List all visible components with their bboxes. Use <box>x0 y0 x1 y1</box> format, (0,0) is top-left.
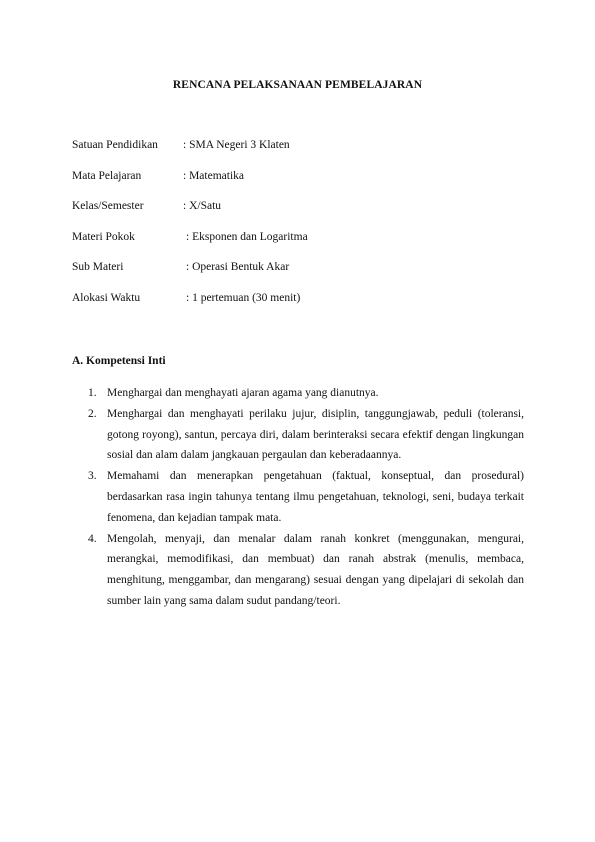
section-heading-kompetensi-inti: A. Kompetensi Inti <box>72 355 166 367</box>
list-item-number: 1. <box>88 387 97 399</box>
list-item <box>88 404 524 466</box>
identity-value: : Matematika <box>183 170 244 182</box>
identity-value: : Eksponen dan Logaritma <box>186 231 308 243</box>
identity-value: : SMA Negeri 3 Klaten <box>183 139 290 151</box>
identity-label: Alokasi Waktu <box>72 292 141 304</box>
identity-label: Sub Materi <box>72 261 124 273</box>
list-item-number: 2. <box>88 407 97 420</box>
list-item <box>88 466 524 528</box>
list-item-number: 3. <box>88 470 97 483</box>
identity-label: Satuan Pendidikan <box>72 139 158 151</box>
list-item <box>88 529 524 612</box>
list-item-text: Mengolah, menyaji, dan menalar dalam ranah konkret (menggunakan, mengurai, merangkai, memodifikasi, dan membuat) dan ranah abstrak (menulis, membaca, menghitung, menggambar, dan mengarang) sesuai dengan yang dipelajari di sekolah dan sumber lain yang sama dalam sudut pandang/teori. <box>107 532 524 607</box>
list-item-text: Menghargai dan menghayati ajaran agama yang dianutnya. <box>107 387 379 399</box>
list-item-text: Memahami dan menerapkan pengetahuan (faktual, konseptual, dan prosedural) berdasarkan rasa ingin tahunya tentang ilmu pengetahuan, teknologi, seni, budaya terkait fenomena, dan kejadian tampak mata. <box>107 470 524 524</box>
identity-label: Mata Pelajaran <box>72 170 142 182</box>
identity-label: Materi Pokok <box>72 231 135 243</box>
identity-value: : X/Satu <box>183 200 222 212</box>
list-item-text: Menghargai dan menghayati perilaku jujur, disiplin, tanggungjawab, peduli (toleransi, gotong royong), santun, percaya diri, dalam berinteraksi secara efektif dengan lingkungan sosial dan alam dalam jangkauan pergaulan dan keberadaannya. <box>107 407 524 462</box>
kompetensi-inti-list <box>88 383 524 612</box>
page-title: RENCANA PELAKSANAAN PEMBELAJARAN <box>172 79 423 91</box>
list-item-number: 4. <box>88 532 97 545</box>
identity-label: Kelas/Semester <box>72 200 144 212</box>
list-item <box>88 383 524 404</box>
identity-value: : Operasi Bentuk Akar <box>186 261 290 273</box>
identity-value: : 1 pertemuan (30 menit) <box>186 292 301 304</box>
